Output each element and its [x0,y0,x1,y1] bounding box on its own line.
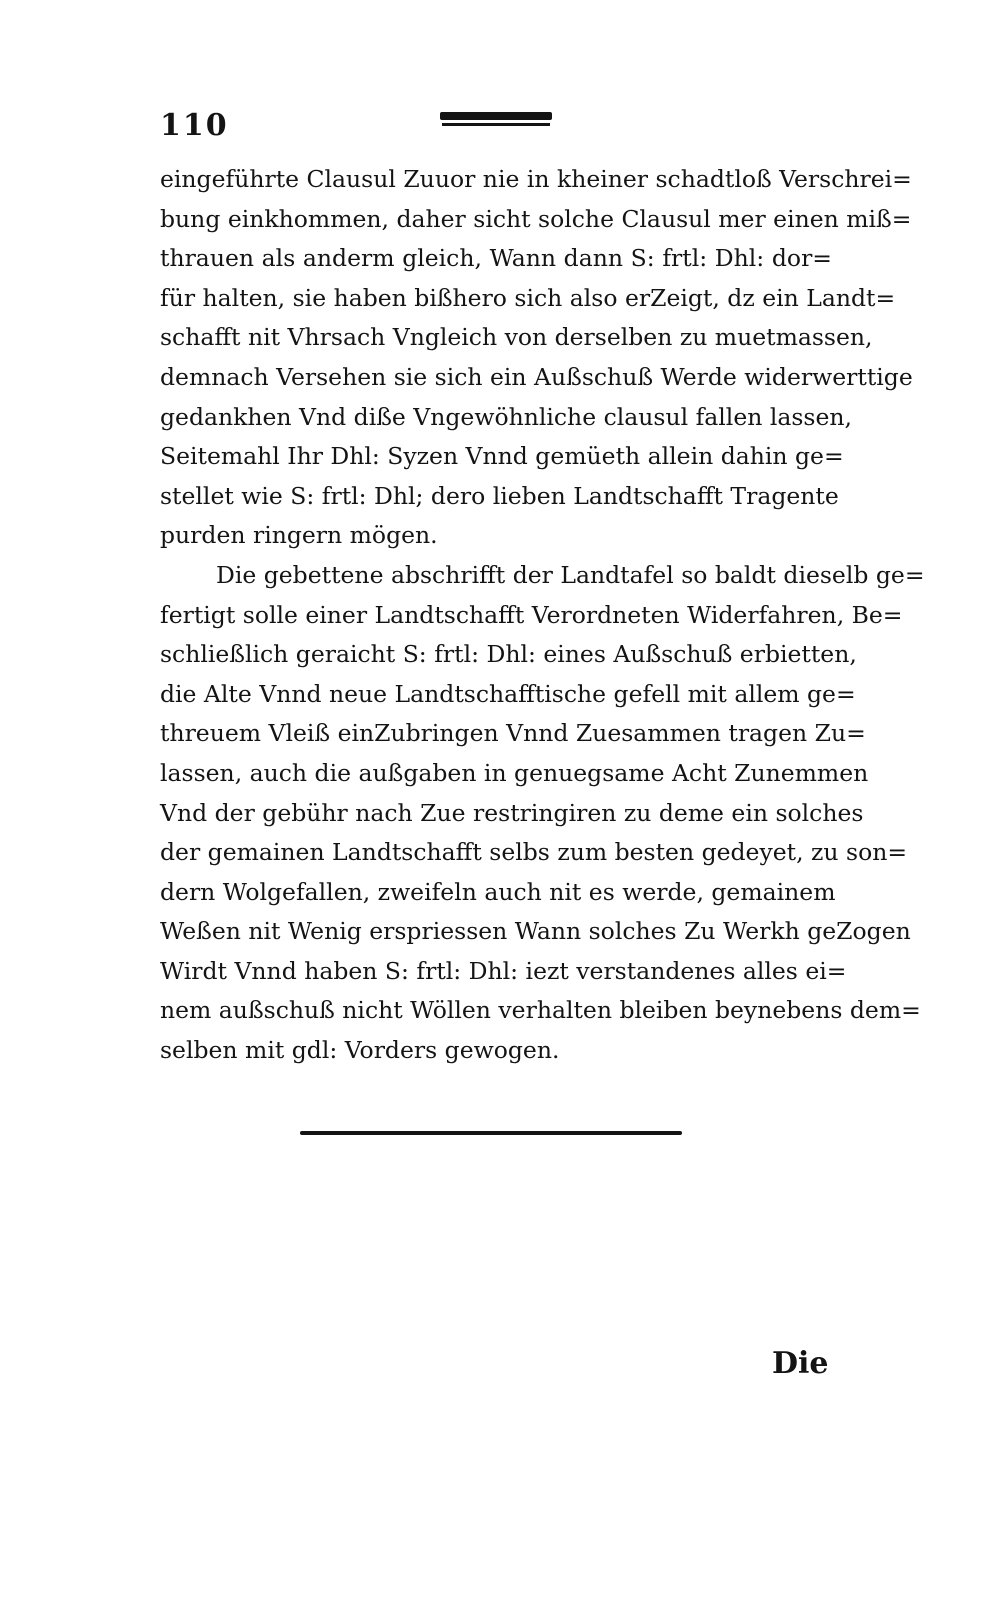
text-line: Wirdt Vnnd haben S: frtl: Dhl: iezt verstandenes alles ei= [160,956,847,985]
header-ornament-rule [440,112,552,126]
text-line: schließlich geraicht S: frtl: Dhl: eines Außschuß erbietten, [160,640,857,669]
text-line: nem außschuß nicht Wöllen verhalten bleiben beynebens dem= [160,996,921,1025]
text-line: bung einkhommen, daher sicht solche Clausul mer einen miß= [160,204,912,233]
text-line: lassen, auch die außgaben in genuegsame Acht Zunemmen [160,758,869,787]
body-text [160,160,925,1071]
text-line: demnach Versehen sie sich ein Außschuß Werde widerwerttige [160,362,913,391]
text-line: threuem Vleiß einZubringen Vnnd Zuesammen tragen Zu= [160,719,866,748]
text-line: der gemainen Landtschafft selbs zum besten gedeyet, zu son= [160,838,908,867]
text-line: Vnd der gebühr nach Zue restringiren zu deme ein solches [160,798,864,827]
text-line: schafft nit Vhrsach Vngleich von derselben zu muetmassen, [160,323,873,352]
text-line: für halten, sie haben bißhero sich also erZeigt, dz ein Landt= [160,283,896,312]
catchword: Die [772,1346,829,1381]
text-line: thrauen als anderm gleich, Wann dann S: frtl: Dhl: dor= [160,244,832,273]
text-line: Die gebettene abschrifft der Landtafel so baldt dieselb ge= [216,560,925,589]
text-line: dern Wolgefallen, zweifeln auch nit es werde, gemainem [160,877,836,906]
text-line: gedankhen Vnd diße Vngewöhnliche clausul fallen lassen, [160,402,852,431]
text-line: eingeführte Clausul Zuuor nie in kheiner schadtloß Verschrei= [160,165,912,193]
text-line: selben mit gdl: Vorders gewogen. [160,1036,560,1065]
text-line: stellet wie S: frtl: Dhl; dero lieben Landtschafft Tragente [160,481,839,510]
paragraph-2 [160,556,925,1071]
page-number: 110 [160,108,229,143]
text-line: Seitemahl Ihr Dhl: Syzen Vnnd gemüeth allein dahin ge= [160,442,844,471]
paragraph-1 [160,160,913,556]
text-line: purden ringern mögen. [160,521,438,550]
text-line: die Alte Vnnd neue Landtschafftische gefell mit allem ge= [160,679,856,708]
text-line: Weßen nit Wenig erspriessen Wann solches Zu Werkh geZogen [160,917,911,946]
section-end-rule [300,1131,682,1135]
text-line: fertigt solle einer Landtschafft Verordneten Widerfahren, Be= [160,600,903,629]
